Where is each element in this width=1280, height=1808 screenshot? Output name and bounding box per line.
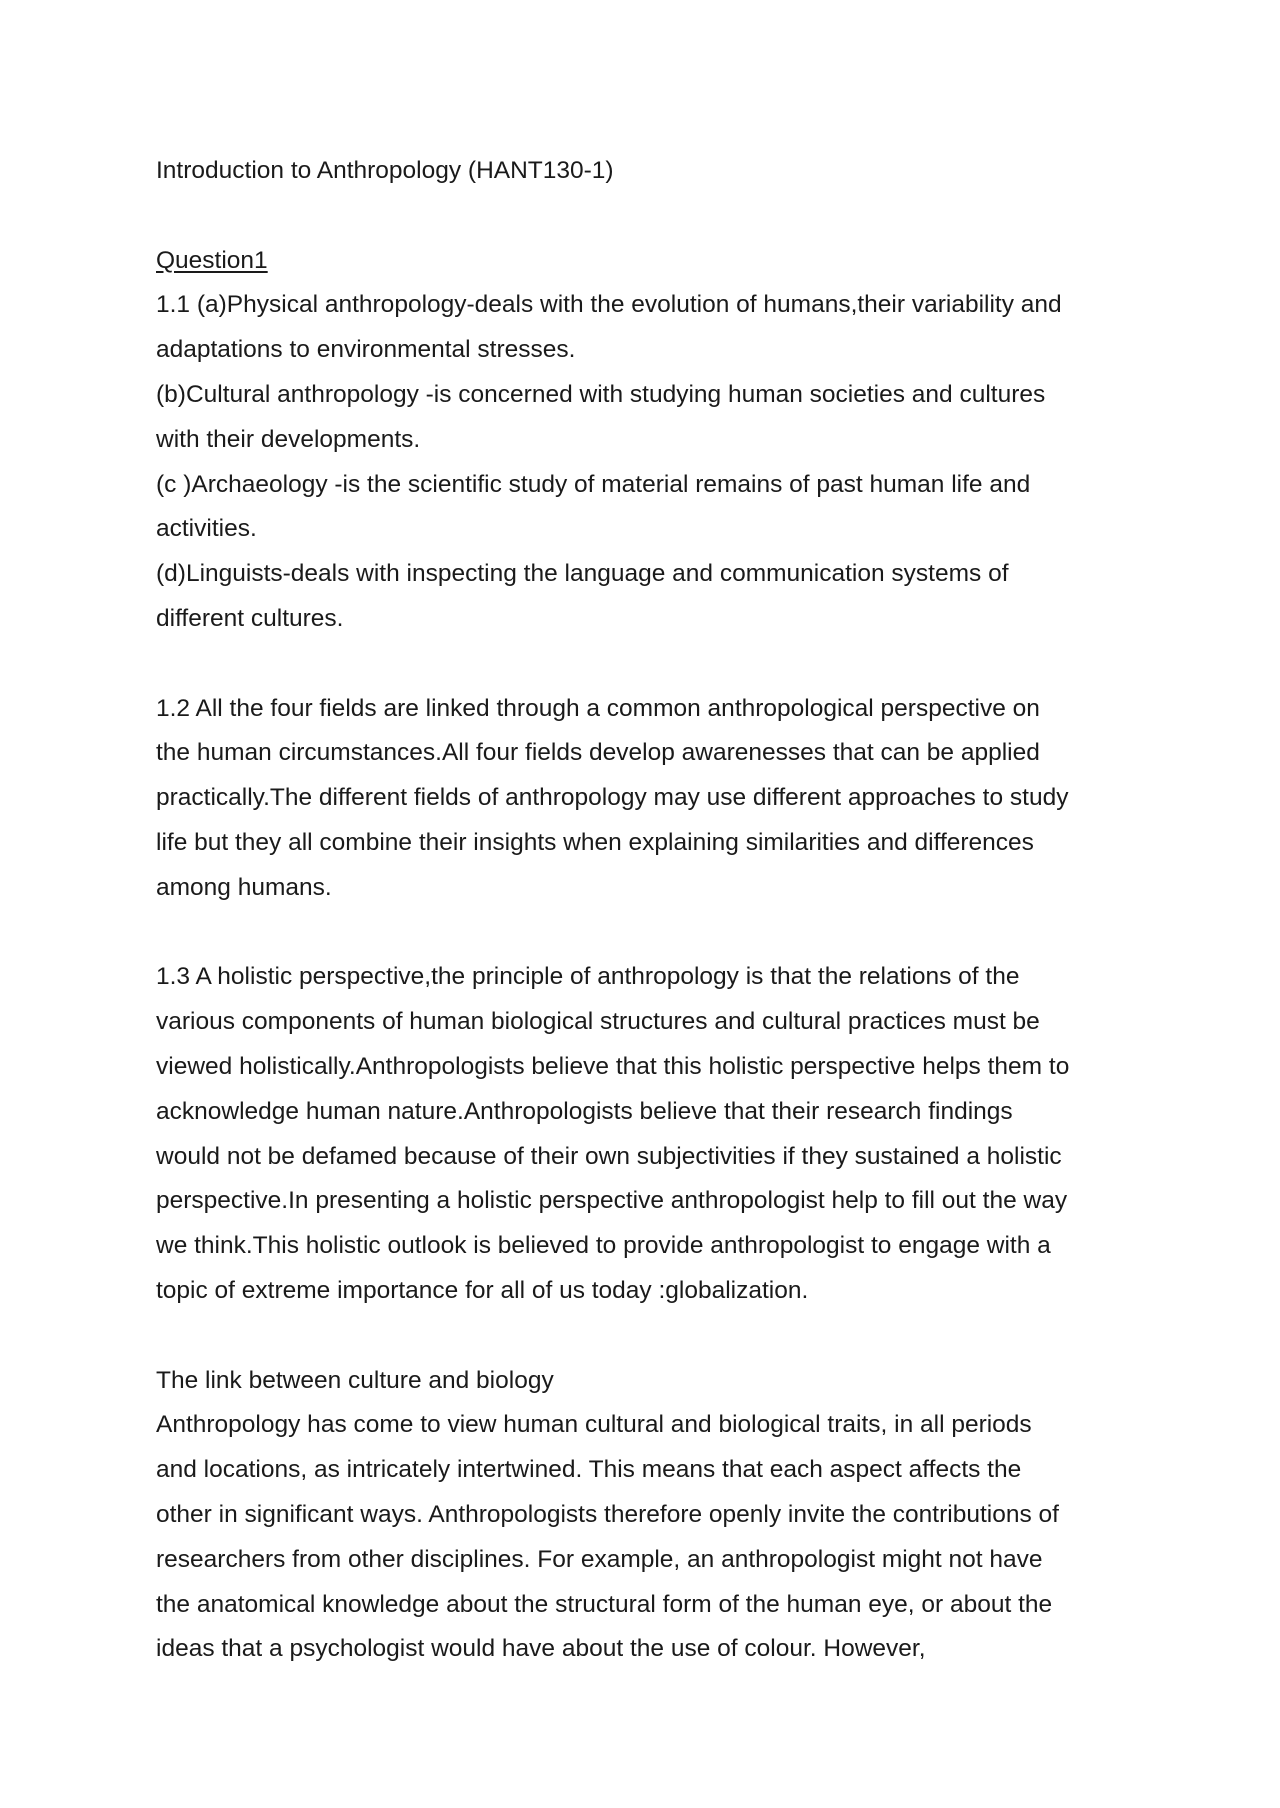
spacer [156,1314,1136,1359]
section-heading: The link between culture and biology [156,1366,554,1394]
document-body [156,149,1136,1672]
spacer [156,642,1136,687]
question-heading: Question1 [156,246,268,274]
answer-1-3: 1.3 A holistic perspective,the principle of anthropology is that the relations of the various components of human biological structures and cultural practices must be viewed holistically.Anthropologists believe that this holistic perspective helps them to acknowledge human nature.Anthropologists believe that their research findings would not be defamed because of their own subjectivities if they sustained a holistic perspective.In presenting a holistic perspective anthropologist help to fill out the way we think.This holistic outlook is believed to provide anthropologist to engage with a topic of extreme importance for all of us today :globalization. [156,963,1070,1304]
section-body: Anthropology has come to view human cultural and biological traits, in all periods and locations, as intricately intertwined. This means that each aspect affects the other in significant ways. Anthropologists therefore openly invite the contributions of researchers from other disciplines. For example, an anthropologist might not have the anatomical knowledge about the structural form of the human eye, or about the ideas that a psychologist would have about the use of colour. However, [156,1411,1059,1663]
spacer [156,194,1136,239]
answer-1-2: 1.2 All the four fields are linked through a common anthropological perspective on the human circumstances.All four fields develop awarenesses that can be applied practically.The different fields of anthropology may use different approaches to study life but they all combine their insights when explaining similarities and differences among humans. [156,694,1069,901]
document-title: Introduction to Anthropology (HANT130-1) [156,157,614,184]
spacer [156,911,1136,956]
answer-1-1: 1.1 (a)Physical anthropology-deals with the evolution of humans,their variability and adaptations to environmental stresses. (b)Cultural anthropology -is concerned with studying human societies and cultures with their developments. (c )Archaeology -is the scientific study of material remains of past human life and activities. (d)Linguists-deals with inspecting the language and communication systems of different cultures. [156,291,1062,632]
